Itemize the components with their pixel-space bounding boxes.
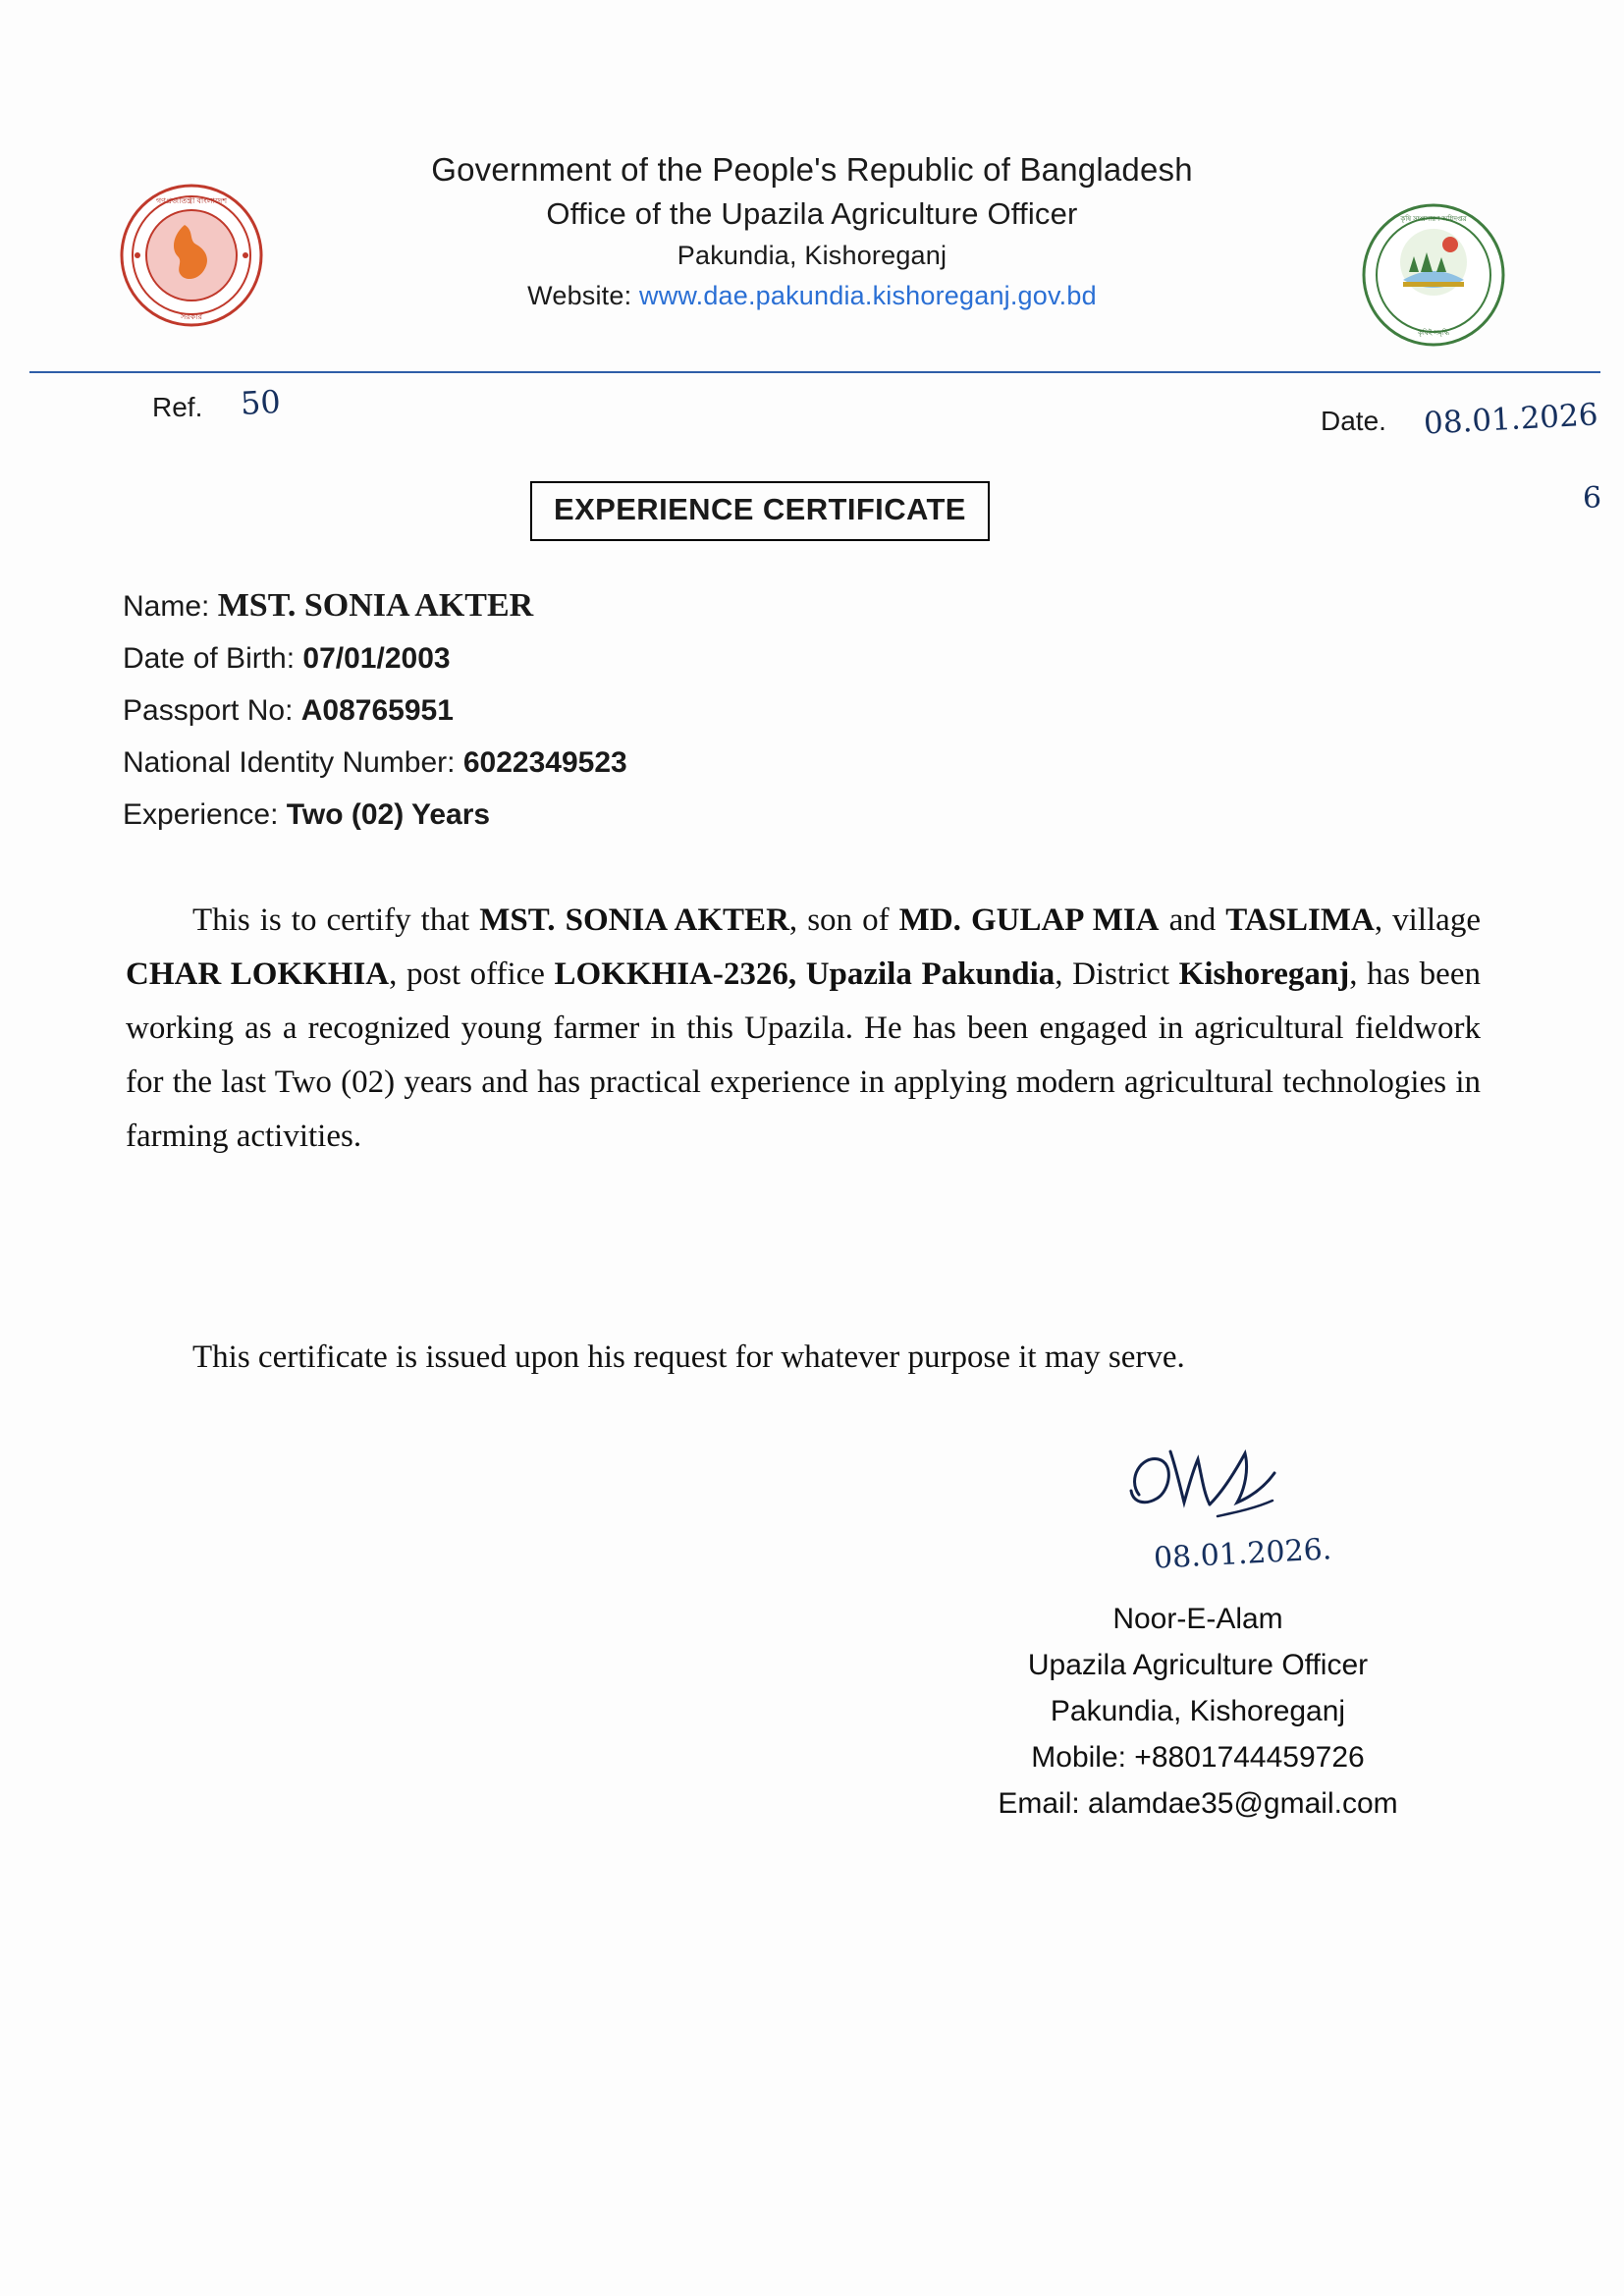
paragraph-run-5: TASLIMA: [1225, 902, 1375, 938]
date-value: 08.01.2026: [1423, 397, 1599, 442]
certificate-paragraph-2-text: This certificate is issued upon his request for whatever purpose it may serve.: [192, 1339, 1185, 1375]
letterhead-website: [0, 275, 1624, 316]
letterhead-line-1: Government of the People's Republic of Bangladesh: [431, 151, 1193, 188]
paragraph-run-4: and: [1159, 902, 1226, 938]
paragraph-run-7: CHAR LOKKHIA: [126, 957, 390, 992]
svg-text:কৃষি সম্প্রসারণ অধিদপ্তর: কৃষি সম্প্রসারণ অধিদপ্তর: [1400, 216, 1467, 223]
paragraph-run-6: , village: [1374, 902, 1481, 938]
document-title: EXPERIENCE CERTIFICATE: [530, 481, 990, 541]
field-date-of-birth: [123, 632, 1301, 684]
paragraph-run-10: , District: [1055, 957, 1179, 992]
field-passport-no-label: Passport No:: [123, 694, 294, 727]
paragraph-run-2: , son of: [788, 902, 899, 938]
signatory-office: Pakundia, Kishoreganj: [1050, 1695, 1346, 1727]
paragraph-run-11: Kishoreganj: [1178, 957, 1350, 992]
signatory-designation: Upazila Agriculture Officer: [1027, 1649, 1369, 1681]
field-passport-no: [123, 684, 1301, 737]
field-experience: [123, 789, 1301, 841]
ref-value: 50: [240, 382, 282, 423]
paragraph-run-3: MD. GULAP MIA: [898, 902, 1160, 938]
letterhead-line-2: Office of the Upazila Agriculture Officer: [546, 196, 1078, 231]
page-number: 6: [1583, 481, 1602, 516]
field-name-label: Name:: [123, 590, 210, 623]
svg-text:গণপ্রজাতন্ত্রী বাংলাদেশ: গণপ্রজাতন্ত্রী বাংলাদেশ: [155, 196, 228, 205]
field-passport-no-value: A08765951: [300, 694, 454, 727]
signatory-email: Email: alamdae35@gmail.com: [998, 1787, 1398, 1820]
applicant-fields: [123, 579, 1301, 841]
field-nid-label: National Identity Number:: [123, 746, 456, 779]
website-label: Website:: [527, 281, 632, 310]
letterhead: [0, 147, 1624, 316]
paragraph-run-1: MST. SONIA AKTER: [479, 902, 789, 938]
svg-text:সরকার: সরকার: [180, 312, 203, 321]
signatory-name: Noor-E-Alam: [1112, 1603, 1283, 1635]
handwritten-signature: [1119, 1434, 1345, 1542]
ref-label: Ref.: [152, 392, 203, 422]
signatory-mobile: Mobile: +8801744459726: [1031, 1741, 1365, 1774]
reference-date-row: [0, 382, 1624, 447]
field-nid-value: 6022349523: [462, 746, 627, 779]
field-nid: [123, 737, 1301, 789]
field-name: [123, 579, 1301, 632]
paragraph-run-12: , has been working as a recognized young farmer in this Upazila. He has been engaged in agricultural fieldwork for the last Two (02) years and has practical experience in applying modern agricultural technologies in farming activities.: [126, 957, 1481, 1154]
field-name-value: MST. SONIA AKTER: [217, 587, 534, 624]
field-experience-label: Experience:: [123, 798, 279, 831]
certificate-paragraph-1: [126, 894, 1481, 1164]
website-link[interactable]: www.dae.pakundia.kishoreganj.gov.bd: [639, 281, 1097, 310]
field-experience-value: Two (02) Years: [286, 798, 491, 831]
letterhead-line-3: Pakundia, Kishoreganj: [677, 241, 947, 270]
paragraph-run-9: LOKKHIA-2326, Upazila Pakundia: [554, 957, 1056, 992]
paragraph-run-0: This is to certify that: [192, 902, 480, 938]
signature-date: 08.01.2026.: [1153, 1532, 1333, 1576]
date-label: Date.: [1321, 406, 1386, 436]
certificate-paragraph-2: [126, 1331, 1481, 1385]
signatory-block: [844, 1596, 1551, 1827]
paragraph-run-8: , post office: [389, 957, 555, 992]
header-divider: [29, 371, 1600, 373]
field-date-of-birth-value: 07/01/2003: [302, 642, 451, 675]
svg-text:কৃষিই সমৃদ্ধি: কৃষিই সমৃদ্ধি: [1418, 330, 1449, 337]
field-date-of-birth-label: Date of Birth:: [123, 642, 296, 675]
